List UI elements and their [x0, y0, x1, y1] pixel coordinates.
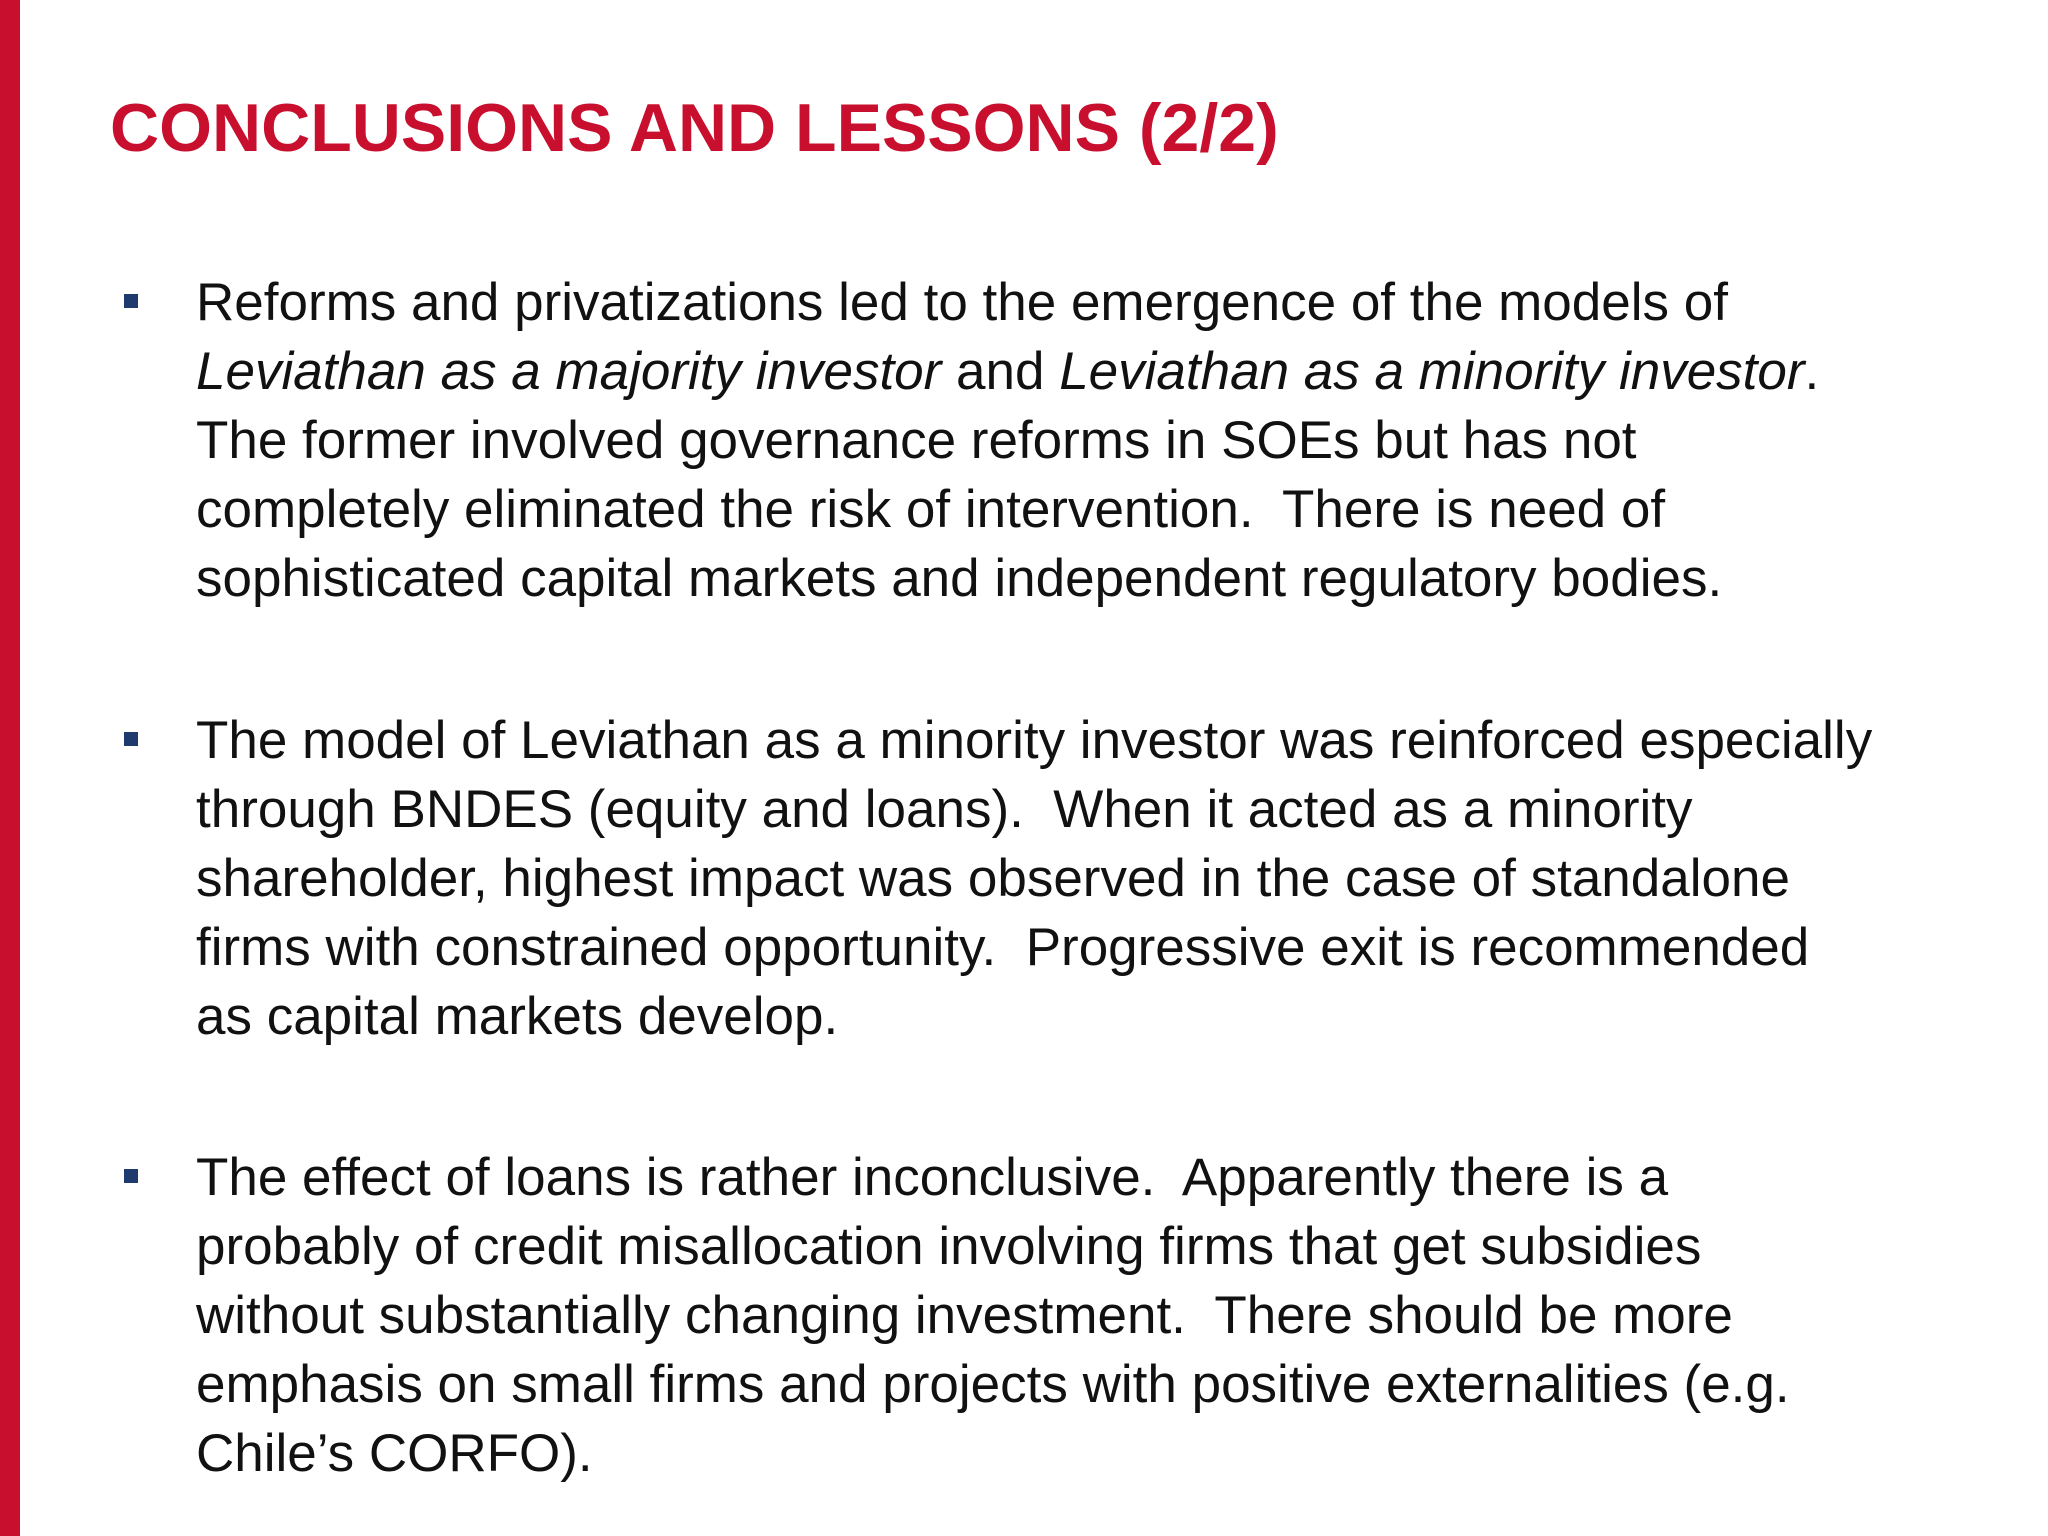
italic-term: Leviathan as a minority investor — [1059, 342, 1805, 401]
text-line: Reforms and privatizations led to the emergence of the models of — [196, 273, 1728, 332]
bullet-text — [196, 268, 2018, 613]
text-line: through BNDES (equity and loans). When it acted as a minority — [196, 780, 1693, 839]
text-line: The former involved governance reforms in SOEs but has not — [196, 411, 1637, 470]
text-line: shareholder, highest impact was observed in the case of standalone — [196, 849, 1790, 908]
bullet-text — [196, 1143, 2018, 1488]
text-line: The model of Leviathan as a minority investor was reinforced especially — [196, 711, 1873, 770]
text-line: emphasis on small firms and projects with positive externalities (e.g. — [196, 1355, 1790, 1414]
text-line — [196, 337, 2018, 406]
square-bullet-icon — [124, 294, 138, 308]
text-fragment: and — [941, 342, 1060, 401]
bullet-text — [196, 706, 2018, 1051]
text-line: The effect of loans is rather inconclusive. Apparently there is a — [196, 1148, 1669, 1207]
slide-title: CONCLUSIONS AND LESSONS (2/2) — [110, 90, 1279, 166]
text-line: probably of credit misallocation involving firms that get subsidies — [196, 1217, 1702, 1276]
italic-term: Leviathan as a majority investor — [196, 342, 942, 401]
text-line: firms with constrained opportunity. Progressive exit is recommended — [196, 918, 1810, 977]
text-line: Chile’s CORFO). — [196, 1424, 593, 1483]
text-line: sophisticated capital markets and independent regulatory bodies. — [196, 549, 1723, 608]
text-line: completely eliminated the risk of intervention. There is need of — [196, 480, 1666, 539]
text-line: as capital markets develop. — [196, 987, 839, 1046]
square-bullet-icon — [124, 732, 138, 746]
text-line: without substantially changing investment. There should be more — [196, 1286, 1733, 1345]
text-fragment: . — [1804, 342, 1820, 401]
square-bullet-icon — [124, 1169, 138, 1183]
